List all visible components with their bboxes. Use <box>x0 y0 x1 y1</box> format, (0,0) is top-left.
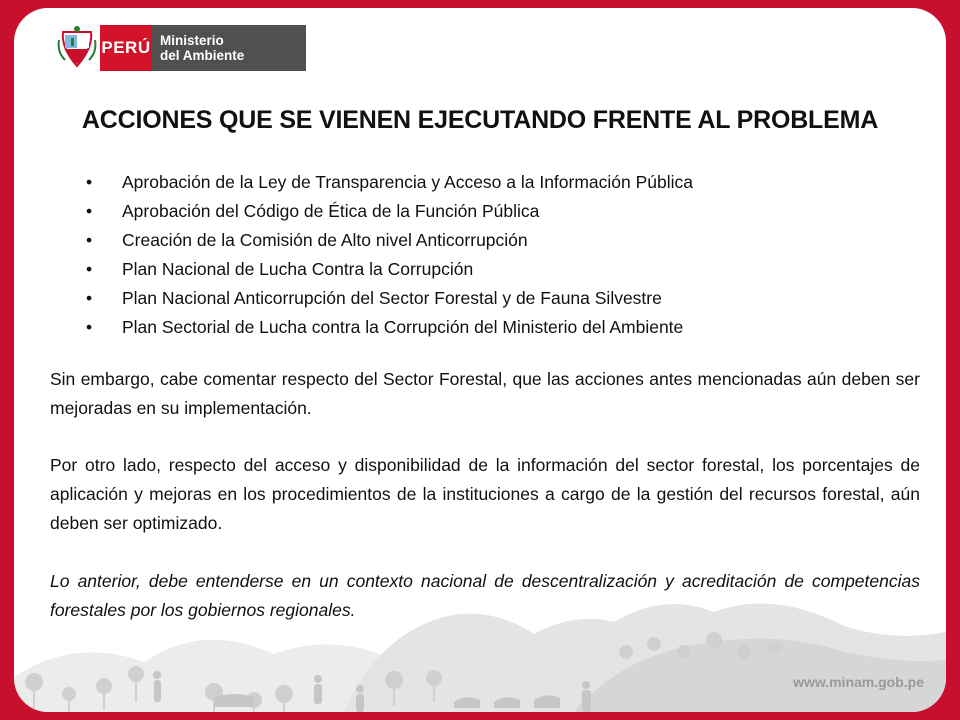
bullet-text: Aprobación del Código de Ética de la Función Pública <box>122 201 540 221</box>
bullet-dot-icon: • <box>86 230 93 250</box>
bullet-text: Plan Nacional Anticorrupción del Sector Forestal y de Fauna Silvestre <box>122 288 662 308</box>
bullet-dot-icon: • <box>86 288 93 308</box>
ministry-logo <box>54 22 306 74</box>
bullet-text: Creación de la Comisión de Alto nivel Anticorrupción <box>122 230 528 250</box>
country-badge: PERÚ <box>100 25 152 71</box>
bullet-dot-icon: • <box>86 172 93 192</box>
bullet-dot-icon: • <box>86 317 93 337</box>
bullet-item <box>86 284 693 313</box>
ministry-name-line2: del Ambiente <box>160 48 245 63</box>
bullet-text: Plan Nacional de Lucha Contra la Corrupción <box>122 259 474 279</box>
paragraph-sector-forestal: Sin embargo, cabe comentar respecto del Sector Forestal, que las acciones antes mencionadas aún deben ser mejoradas en su implementación. <box>50 369 920 418</box>
ministry-name-box <box>152 25 306 71</box>
paragraph-acceso-informacion: Por otro lado, respecto del acceso y disponibilidad de la información del sector forestal, los porcentajes de aplicación y mejoras en los procedimientos de la instituciones a cargo de la gestión del recursos forestal, aún deben ser optimizado. <box>50 455 920 533</box>
slide-title: ACCIONES QUE SE VIENEN EJECUTANDO FRENTE AL PROBLEMA <box>81 106 879 134</box>
footer-url: www.minam.gob.pe <box>793 674 924 690</box>
bullet-text: Plan Sectorial de Lucha contra la Corrupción del Ministerio del Ambiente <box>122 317 684 337</box>
ministry-name-line1: Ministerio <box>160 33 224 48</box>
bullet-list <box>86 168 693 342</box>
bullet-item <box>86 313 693 342</box>
bullet-item <box>86 168 693 197</box>
coat-of-arms-icon <box>54 24 100 72</box>
landscape-illustration <box>14 582 946 712</box>
bullet-item <box>86 226 693 255</box>
bullet-dot-icon: • <box>86 201 93 221</box>
bullet-dot-icon: • <box>86 259 93 279</box>
bullet-item <box>86 197 693 226</box>
slide-card <box>14 8 946 712</box>
paragraph-contexto-nacional: Lo anterior, debe entenderse en un contexto nacional de descentralización y acreditación de competencias forestales por los gobiernos regionales. <box>50 571 920 620</box>
bullet-text: Aprobación de la Ley de Transparencia y Acceso a la Información Pública <box>122 172 694 192</box>
bullet-item <box>86 255 693 284</box>
